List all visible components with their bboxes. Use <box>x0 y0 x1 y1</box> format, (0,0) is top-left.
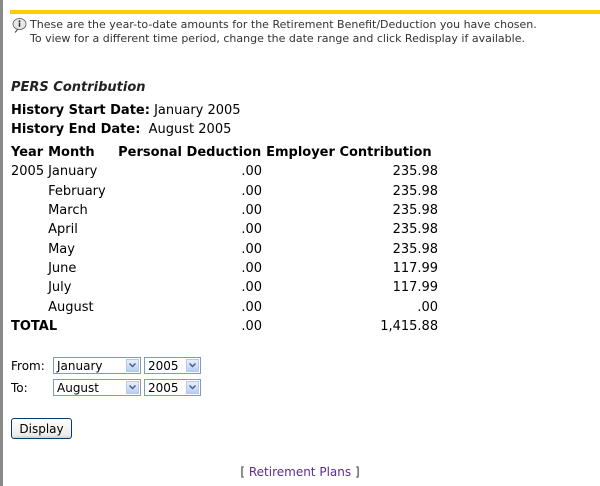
history-end-label: History End Date: <box>11 122 141 137</box>
cell-year <box>9 239 46 258</box>
from-year-value: 2005 <box>148 358 179 373</box>
chevron-down-icon[interactable] <box>186 359 199 372</box>
contribution-table <box>9 143 440 336</box>
display-button[interactable]: Display <box>11 418 72 439</box>
cell-employer: 117.99 <box>392 260 439 276</box>
to-year-select[interactable] <box>144 379 201 396</box>
cell-employer: 235.98 <box>392 183 439 199</box>
cell-personal: .00 <box>241 222 263 238</box>
from-range <box>11 357 204 374</box>
table-header-row <box>9 143 440 162</box>
cell-month: August <box>48 299 94 315</box>
header-year: Year <box>11 145 44 161</box>
cell-year <box>9 278 46 297</box>
footer-nav <box>0 465 600 479</box>
cell-month: February <box>48 183 106 199</box>
open-bracket: [ <box>240 465 246 479</box>
cell-personal: .00 <box>241 241 263 257</box>
cell-year <box>9 201 46 220</box>
chevron-down-icon[interactable] <box>126 359 139 372</box>
cell-employer: 235.98 <box>392 164 439 180</box>
to-label: To: <box>11 380 28 395</box>
table-row <box>9 201 440 220</box>
cell-employer: 235.98 <box>392 241 439 257</box>
table-row <box>9 220 440 239</box>
header-employer-contribution: Employer Contribution <box>266 145 432 161</box>
cell-year <box>9 182 46 201</box>
cell-employer: 235.98 <box>392 222 439 238</box>
cell-month: July <box>48 280 72 296</box>
left-frame-border <box>0 0 3 486</box>
to-month-select[interactable] <box>53 379 141 396</box>
chevron-down-icon[interactable] <box>126 381 139 394</box>
table-row <box>9 278 440 297</box>
cell-employer: .00 <box>417 299 439 315</box>
cell-personal: .00 <box>241 299 263 315</box>
table-row <box>9 297 440 316</box>
cell-month: March <box>48 203 88 219</box>
info-message <box>12 18 537 46</box>
accent-bar <box>10 10 600 14</box>
total-row <box>9 317 440 336</box>
table-row <box>9 182 440 201</box>
cell-personal: .00 <box>241 203 263 219</box>
close-bracket: ] <box>354 465 360 479</box>
history-start <box>11 103 241 118</box>
info-pin-icon <box>12 18 27 33</box>
history-end <box>11 122 231 137</box>
cell-employer: 235.98 <box>392 203 439 219</box>
retirement-plans-link[interactable]: Retirement Plans <box>248 465 352 479</box>
from-month-value: January <box>57 358 103 373</box>
from-label: From: <box>11 358 45 373</box>
cell-personal: .00 <box>241 164 263 180</box>
info-line-1: These are the year-to-date amounts for the Retirement Benefit/Deduction you have chosen. <box>30 18 537 31</box>
header-personal-deduction: Personal Deduction <box>118 145 262 161</box>
section-title: PERS Contribution <box>11 80 146 95</box>
cell-year: 2005 <box>11 164 45 180</box>
from-month-select[interactable] <box>53 357 141 374</box>
from-year-select[interactable] <box>144 357 201 374</box>
cell-year <box>9 220 46 239</box>
to-year-value: 2005 <box>148 380 179 395</box>
table-row <box>9 239 440 258</box>
to-range <box>11 379 204 396</box>
total-personal: .00 <box>241 318 263 334</box>
chevron-down-icon[interactable] <box>186 381 199 394</box>
history-end-value: August 2005 <box>148 122 232 137</box>
cell-month: January <box>48 164 98 180</box>
total-employer: 1,415.88 <box>380 318 439 334</box>
table-row <box>9 162 440 181</box>
history-start-label: History Start Date: <box>11 103 150 118</box>
cell-month: April <box>48 222 78 238</box>
cell-year <box>9 297 46 316</box>
table-row <box>9 259 440 278</box>
info-line-2: To view for a different time period, change the date range and click Redisplay if available. <box>30 32 525 45</box>
cell-personal: .00 <box>241 183 263 199</box>
to-month-value: August <box>57 380 99 395</box>
cell-month: June <box>48 260 77 276</box>
cell-year <box>9 259 46 278</box>
cell-personal: .00 <box>241 260 263 276</box>
total-label: TOTAL <box>11 318 58 334</box>
cell-employer: 117.99 <box>392 280 439 296</box>
history-start-value: January 2005 <box>154 103 241 118</box>
header-month: Month <box>48 145 95 161</box>
cell-personal: .00 <box>241 280 263 296</box>
cell-month: May <box>48 241 75 257</box>
